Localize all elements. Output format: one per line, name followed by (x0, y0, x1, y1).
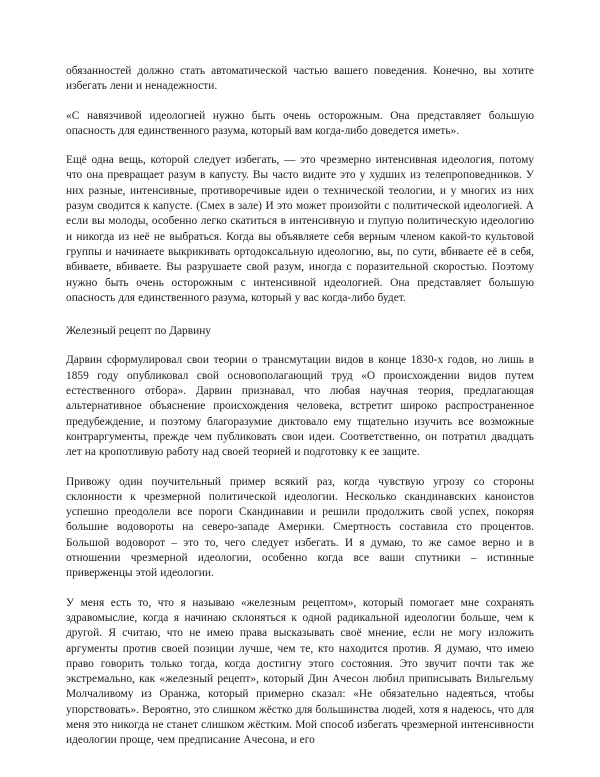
paragraph-duties: обязанностей должно стать автоматической частью вашего поведения. Конечно, вы хотите избегать лени и ненадежности. (66, 65, 534, 93)
paragraph-iron-prescription: У меня есть то, что я называю «железным рецептом», который помогает мне сохранять здравомыслие, когда я начинаю склоняться к одной радикальной идеологии больше, чем к другой. Я считаю, что не имею права высказывать своё мнение, если не могу изложить аргументы против своей позиции лучше, чем те, кто находится против. Я думаю, что имею право говорить только тогда, когда достигну этого состояния. Это звучит почти так же экстремально, как «железный рецепт», который Дин Ачесон любил приписывать Вильгельму Молчаливому из Оранжа, который примерно сказал: «Не обязательно надеяться, чтобы упорствовать». Вероятно, это слишком жёстко для большинства людей, хотя я надеюсь, что для меня это никогда не станет слишком жёстким. Мой способ избегать чрезмерной интенсивности идеологии проще, чем предписание Ачесона, и его (66, 596, 534, 747)
heading-darwin-iron-prescription: Железный рецепт по Дарвину (66, 325, 212, 338)
paragraph-canoeists-example: Привожу один поучительный пример всякий раз, когда чувствую угрозу со стороны склонности к чрезмерной политической идеологии. Несколько скандинавских каноистов успешно преодолели все пороги Скандинавии и решили продолжить свой успех, покоряя большие водовороты на северо-западе Америки. Смертность составила сто процентов. Большой водоворот – это то, чего следует избегать. И я думаю, то же самое верно и в отношении чрезмерной идеологии, особенно когда все ваши спутники – истинные приверженцы этой идеологии. (66, 475, 534, 580)
paragraph-quote-ideology: «С навязчивой идеологией нужно быть очень осторожным. Она представляет большую опасность для единственного разума, который вам когда-либо доведется иметь». (66, 109, 534, 137)
paragraph-intense-ideology: Ещё одна вещь, которой следует избегать, — это чрезмерно интенсивная идеология, потому что она превращает разум в капусту. Вы часто видите это у худших из телепроповедников. У них разные, интенсивные, противоречивые идеи о технической теологии, и у многих из них разум сводится к капусте. (Смех в зале) И это может произойти с политической идеологией. А если вы молоды, особенно легко скатиться в интенсивную и глупую политическую идеологию и никогда из неё не выбраться. Когда вы объявляете себя верным членом какой-то культовой группы и начинаете выкрикивать ортодоксальную идеологию, вы, по сути, вбиваете её в себя, вбиваете, вбиваете. Вы разрушаете свой разум, иногда с поразительной скоростью. Поэтому нужно быть очень осторожным с интенсивной идеологией. Она представляет большую опасность для единственного разума, который у вас когда-либо будет. (66, 154, 534, 304)
paragraph-darwin-theory: Дарвин сформулировал свои теории о трансмутации видов в конце 1830-х годов, но лишь в 1859 году опубликовал свой основополагающий труд «О происхождении видов путем естественного отбора». Дарвин признавал, что любая научная теория, предлагающая альтернативное объяснение происхождения человека, встретит широко распространенное предубеждение, и поэтому благоразумие диктовало ему тщательно изучить все возможные контраргументы, прежде чем публиковать свои идеи. Соответственно, он потратил двадцать лет на кропотливую работу над своей теорией и подготовку к ее защите. (66, 354, 534, 459)
text-column (66, 64, 534, 749)
